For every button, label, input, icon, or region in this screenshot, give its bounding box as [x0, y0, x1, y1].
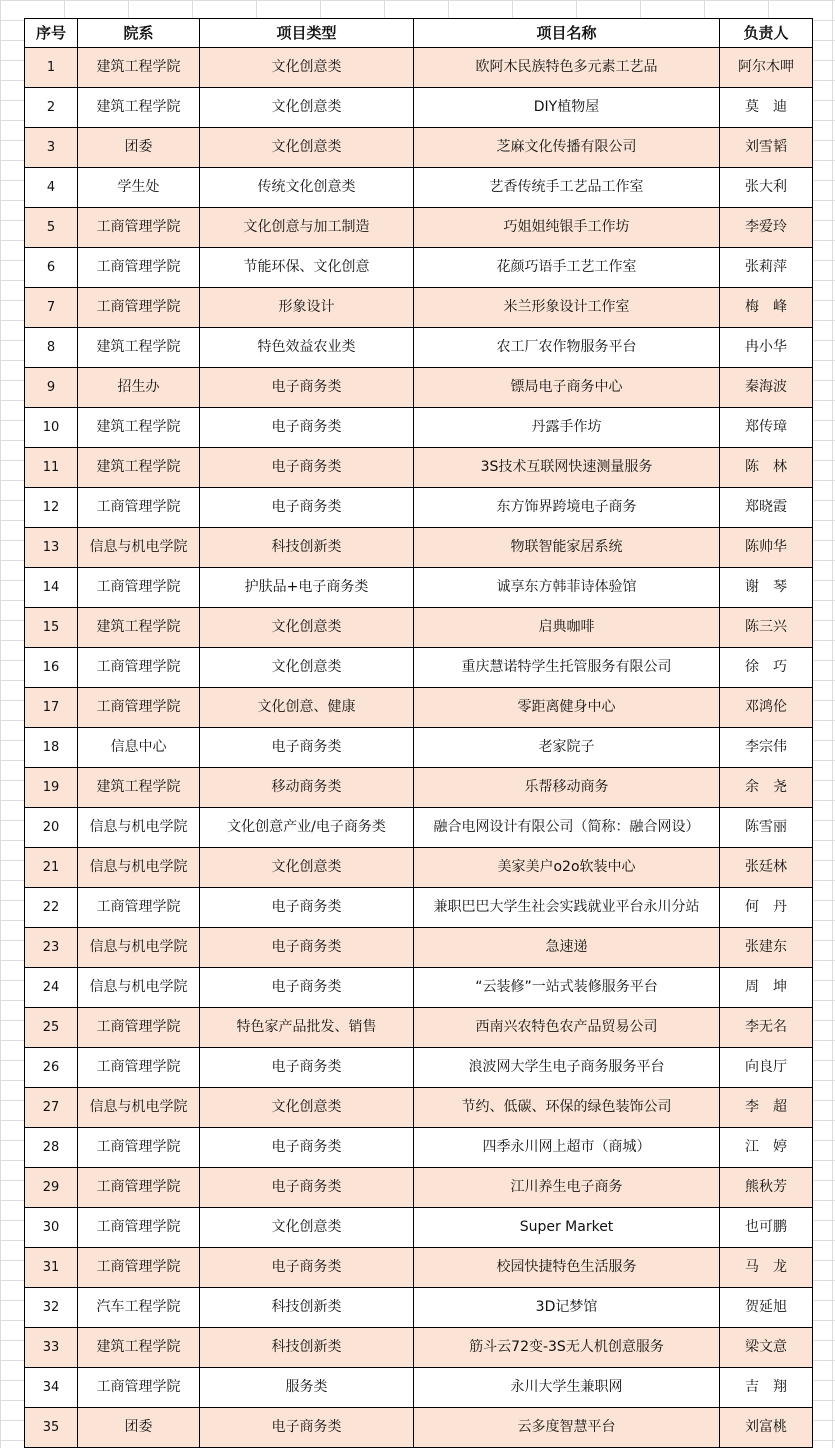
cell-owner[interactable]: 秦海波: [720, 368, 813, 408]
cell-project-type[interactable]: 特色家产品批发、销售: [200, 1008, 414, 1048]
cell-department[interactable]: 学生处: [78, 168, 200, 208]
cell-serial[interactable]: 1: [25, 48, 78, 88]
table-row: [25, 288, 813, 328]
cell-project-name[interactable]: 花颜巧语手工艺工作室: [414, 248, 720, 288]
cell-project-type[interactable]: 科技创新类: [200, 1328, 414, 1368]
cell-project-name[interactable]: 永川大学生兼职网: [414, 1368, 720, 1408]
cell-serial[interactable]: 17: [25, 688, 78, 728]
cell-department[interactable]: 工商管理学院: [78, 1128, 200, 1168]
cell-department[interactable]: 信息与机电学院: [78, 808, 200, 848]
cell-owner[interactable]: 李无名: [720, 1008, 813, 1048]
cell-department[interactable]: 建筑工程学院: [78, 408, 200, 448]
table-row: [25, 168, 813, 208]
cell-project-type[interactable]: 电子商务类: [200, 728, 414, 768]
table-row: [25, 1008, 813, 1048]
cell-owner[interactable]: 梁文意: [720, 1328, 813, 1368]
cell-serial[interactable]: 12: [25, 488, 78, 528]
cell-department[interactable]: 工商管理学院: [78, 1368, 200, 1408]
cell-department[interactable]: 信息与机电学院: [78, 528, 200, 568]
cell-department[interactable]: 工商管理学院: [78, 488, 200, 528]
cell-department[interactable]: 工商管理学院: [78, 248, 200, 288]
cell-department[interactable]: 工商管理学院: [78, 688, 200, 728]
cell-department[interactable]: 信息中心: [78, 728, 200, 768]
cell-serial[interactable]: 4: [25, 168, 78, 208]
cell-project-type[interactable]: 文化创意、健康: [200, 688, 414, 728]
cell-project-type[interactable]: 文化创意类: [200, 128, 414, 168]
cell-project-name[interactable]: 米兰形象设计工作室: [414, 288, 720, 328]
cell-department[interactable]: 建筑工程学院: [78, 48, 200, 88]
cell-project-type[interactable]: 电子商务类: [200, 1048, 414, 1088]
cell-department[interactable]: 工商管理学院: [78, 1248, 200, 1288]
table-row: [25, 88, 813, 128]
cell-project-type[interactable]: 文化创意产业/电子商务类: [200, 808, 414, 848]
cell-serial[interactable]: 11: [25, 448, 78, 488]
cell-serial[interactable]: 26: [25, 1048, 78, 1088]
cell-project-name[interactable]: 东方饰界跨境电子商务: [414, 488, 720, 528]
cell-owner[interactable]: 郑传璋: [720, 408, 813, 448]
cell-project-name[interactable]: 启典咖啡: [414, 608, 720, 648]
cell-serial[interactable]: 32: [25, 1288, 78, 1328]
header-department[interactable]: 院系: [78, 19, 200, 48]
cell-project-type[interactable]: 文化创意类: [200, 1088, 414, 1128]
table-row: [25, 208, 813, 248]
cell-project-type[interactable]: 传统文化创意类: [200, 168, 414, 208]
cell-department[interactable]: 工商管理学院: [78, 1048, 200, 1088]
cell-owner[interactable]: 马 龙: [720, 1248, 813, 1288]
table-body: [25, 48, 813, 1448]
cell-project-type[interactable]: 电子商务类: [200, 888, 414, 928]
table-row: [25, 1368, 813, 1408]
cell-project-type[interactable]: 电子商务类: [200, 1168, 414, 1208]
cell-serial[interactable]: 24: [25, 968, 78, 1008]
cell-project-name[interactable]: 3D记梦馆: [414, 1288, 720, 1328]
cell-owner[interactable]: 陈雪丽: [720, 808, 813, 848]
cell-owner[interactable]: 李宗伟: [720, 728, 813, 768]
cell-department[interactable]: 建筑工程学院: [78, 448, 200, 488]
cell-department[interactable]: 团委: [78, 1408, 200, 1448]
cell-project-name[interactable]: 浪波网大学生电子商务服务平台: [414, 1048, 720, 1088]
cell-project-name[interactable]: 艺香传统手工艺品工作室: [414, 168, 720, 208]
cell-project-name[interactable]: 欧阿木民族特色多元素工艺品: [414, 48, 720, 88]
cell-project-type[interactable]: 科技创新类: [200, 528, 414, 568]
cell-project-name[interactable]: 美家美户o2o软装中心: [414, 848, 720, 888]
cell-owner[interactable]: 张廷林: [720, 848, 813, 888]
cell-project-name[interactable]: 兼职巴巴大学生社会实践就业平台永川分站: [414, 888, 720, 928]
table-row: [25, 1328, 813, 1368]
cell-department[interactable]: 工商管理学院: [78, 888, 200, 928]
cell-serial[interactable]: 8: [25, 328, 78, 368]
cell-owner[interactable]: 莫 迪: [720, 88, 813, 128]
cell-project-type[interactable]: 文化创意类: [200, 48, 414, 88]
cell-department[interactable]: 招生办: [78, 368, 200, 408]
table-row: [25, 728, 813, 768]
cell-serial[interactable]: 5: [25, 208, 78, 248]
cell-owner[interactable]: 张莉萍: [720, 248, 813, 288]
cell-project-name[interactable]: 筋斗云72变-3S无人机创意服务: [414, 1328, 720, 1368]
table-row: [25, 408, 813, 448]
cell-project-name[interactable]: 校园快捷特色生活服务: [414, 1248, 720, 1288]
cell-project-name[interactable]: Super Market: [414, 1208, 720, 1248]
cell-project-name[interactable]: 农工厂农作物服务平台: [414, 328, 720, 368]
cell-project-type[interactable]: 节能环保、文化创意: [200, 248, 414, 288]
cell-department[interactable]: 信息与机电学院: [78, 1088, 200, 1128]
cell-owner[interactable]: 谢 琴: [720, 568, 813, 608]
cell-project-type[interactable]: 电子商务类: [200, 448, 414, 488]
cell-owner[interactable]: 冉小华: [720, 328, 813, 368]
cell-department[interactable]: 信息与机电学院: [78, 848, 200, 888]
cell-owner[interactable]: 阿尔木呷: [720, 48, 813, 88]
cell-serial[interactable]: 30: [25, 1208, 78, 1248]
cell-owner[interactable]: 余 尧: [720, 768, 813, 808]
cell-department[interactable]: 工商管理学院: [78, 288, 200, 328]
cell-project-name[interactable]: 江川养生电子商务: [414, 1168, 720, 1208]
table-row: [25, 1088, 813, 1128]
table-row: [25, 888, 813, 928]
cell-project-type[interactable]: 文化创意类: [200, 848, 414, 888]
cell-project-type[interactable]: 电子商务类: [200, 968, 414, 1008]
header-owner[interactable]: 负责人: [720, 19, 813, 48]
cell-department[interactable]: 建筑工程学院: [78, 768, 200, 808]
cell-serial[interactable]: 35: [25, 1408, 78, 1448]
table-row: [25, 848, 813, 888]
cell-project-name[interactable]: 诚享东方韩菲诗体验馆: [414, 568, 720, 608]
cell-owner[interactable]: 陈帅华: [720, 528, 813, 568]
table-row: [25, 448, 813, 488]
cell-project-name[interactable]: 物联智能家居系统: [414, 528, 720, 568]
cell-serial[interactable]: 7: [25, 288, 78, 328]
cell-project-type[interactable]: 移动商务类: [200, 768, 414, 808]
cell-project-type[interactable]: 特色效益农业类: [200, 328, 414, 368]
cell-department[interactable]: 工商管理学院: [78, 1168, 200, 1208]
cell-owner[interactable]: 何 丹: [720, 888, 813, 928]
cell-serial[interactable]: 14: [25, 568, 78, 608]
table-row: [25, 488, 813, 528]
cell-owner[interactable]: 徐 巧: [720, 648, 813, 688]
cell-serial[interactable]: 29: [25, 1168, 78, 1208]
table-row: [25, 608, 813, 648]
cell-serial[interactable]: 6: [25, 248, 78, 288]
cell-project-name[interactable]: DIY植物屋: [414, 88, 720, 128]
table-row: [25, 368, 813, 408]
cell-project-type[interactable]: 护肤品+电子商务类: [200, 568, 414, 608]
cell-serial[interactable]: 18: [25, 728, 78, 768]
cell-project-type[interactable]: 电子商务类: [200, 1128, 414, 1168]
cell-project-name[interactable]: 节约、低碳、环保的绿色装饰公司: [414, 1088, 720, 1128]
cell-project-name[interactable]: 乐帮移动商务: [414, 768, 720, 808]
cell-serial[interactable]: 33: [25, 1328, 78, 1368]
table-row: [25, 1048, 813, 1088]
cell-project-type[interactable]: 电子商务类: [200, 368, 414, 408]
table-row: [25, 1248, 813, 1288]
cell-owner[interactable]: 刘富桃: [720, 1408, 813, 1448]
cell-project-type[interactable]: 科技创新类: [200, 1288, 414, 1328]
cell-owner[interactable]: 周 坤: [720, 968, 813, 1008]
table-row: [25, 48, 813, 88]
table-row: [25, 568, 813, 608]
cell-department[interactable]: 信息与机电学院: [78, 968, 200, 1008]
table-row: [25, 1168, 813, 1208]
cell-project-name[interactable]: 3S技术互联网快速测量服务: [414, 448, 720, 488]
cell-project-name[interactable]: 芝麻文化传播有限公司: [414, 128, 720, 168]
cell-project-type[interactable]: 文化创意与加工制造: [200, 208, 414, 248]
header-project-type[interactable]: 项目类型: [200, 19, 414, 48]
cell-project-type[interactable]: 电子商务类: [200, 408, 414, 448]
cell-department[interactable]: 工商管理学院: [78, 1208, 200, 1248]
cell-owner[interactable]: 邓鸿伦: [720, 688, 813, 728]
cell-project-type[interactable]: 文化创意类: [200, 608, 414, 648]
table-row: [25, 928, 813, 968]
cell-department[interactable]: 建筑工程学院: [78, 608, 200, 648]
cell-project-type[interactable]: 电子商务类: [200, 488, 414, 528]
table-row: [25, 248, 813, 288]
table-row: [25, 128, 813, 168]
cell-owner[interactable]: 郑晓霞: [720, 488, 813, 528]
cell-project-type[interactable]: 文化创意类: [200, 648, 414, 688]
table-row: [25, 1288, 813, 1328]
cell-owner[interactable]: 张建东: [720, 928, 813, 968]
cell-owner[interactable]: 李 超: [720, 1088, 813, 1128]
cell-project-type[interactable]: 文化创意类: [200, 1208, 414, 1248]
cell-serial[interactable]: 27: [25, 1088, 78, 1128]
table-row: [25, 968, 813, 1008]
cell-owner[interactable]: 向良厅: [720, 1048, 813, 1088]
table-row: [25, 688, 813, 728]
cell-project-name[interactable]: 丹露手作坊: [414, 408, 720, 448]
cell-serial[interactable]: 31: [25, 1248, 78, 1288]
header-project-name[interactable]: 项目名称: [414, 19, 720, 48]
cell-project-name[interactable]: 融合电网设计有限公司（简称：融合网设）: [414, 808, 720, 848]
cell-project-name[interactable]: 老家院子: [414, 728, 720, 768]
cell-serial[interactable]: 34: [25, 1368, 78, 1408]
cell-owner[interactable]: 刘雪韬: [720, 128, 813, 168]
cell-owner[interactable]: 李爱玲: [720, 208, 813, 248]
cell-department[interactable]: 工商管理学院: [78, 208, 200, 248]
cell-project-name[interactable]: 云多度智慧平台: [414, 1408, 720, 1448]
table-row: [25, 328, 813, 368]
cell-owner[interactable]: 梅 峰: [720, 288, 813, 328]
cell-project-name[interactable]: 四季永川网上超市（商城）: [414, 1128, 720, 1168]
cell-department[interactable]: 建筑工程学院: [78, 1328, 200, 1368]
cell-serial[interactable]: 25: [25, 1008, 78, 1048]
cell-serial[interactable]: 2: [25, 88, 78, 128]
cell-department[interactable]: 建筑工程学院: [78, 88, 200, 128]
cell-department[interactable]: 信息与机电学院: [78, 928, 200, 968]
cell-department[interactable]: 工商管理学院: [78, 648, 200, 688]
cell-department[interactable]: 建筑工程学院: [78, 328, 200, 368]
header-row: [25, 19, 813, 48]
cell-owner[interactable]: 熊秋芳: [720, 1168, 813, 1208]
cell-serial[interactable]: 15: [25, 608, 78, 648]
cell-serial[interactable]: 16: [25, 648, 78, 688]
cell-project-name[interactable]: 西南兴农特色农产品贸易公司: [414, 1008, 720, 1048]
cell-project-name[interactable]: 巧姐姐纯银手工作坊: [414, 208, 720, 248]
table-row: [25, 808, 813, 848]
cell-project-name[interactable]: 重庆慧诺特学生托管服务有限公司: [414, 648, 720, 688]
cell-serial[interactable]: 22: [25, 888, 78, 928]
cell-serial[interactable]: 19: [25, 768, 78, 808]
cell-serial[interactable]: 10: [25, 408, 78, 448]
cell-owner[interactable]: 张大利: [720, 168, 813, 208]
cell-project-name[interactable]: 急速递: [414, 928, 720, 968]
cell-serial[interactable]: 21: [25, 848, 78, 888]
table-row: [25, 1408, 813, 1448]
cell-serial[interactable]: 28: [25, 1128, 78, 1168]
cell-serial[interactable]: 20: [25, 808, 78, 848]
cell-department[interactable]: 团委: [78, 128, 200, 168]
cell-owner[interactable]: 贺延旭: [720, 1288, 813, 1328]
cell-project-type[interactable]: 电子商务类: [200, 1248, 414, 1288]
cell-serial[interactable]: 9: [25, 368, 78, 408]
table-row: [25, 528, 813, 568]
table-row: [25, 1128, 813, 1168]
table-row: [25, 768, 813, 808]
header-serial[interactable]: 序号: [25, 19, 78, 48]
cell-owner[interactable]: 江 婷: [720, 1128, 813, 1168]
cell-project-type[interactable]: 服务类: [200, 1368, 414, 1408]
cell-serial[interactable]: 23: [25, 928, 78, 968]
cell-serial[interactable]: 3: [25, 128, 78, 168]
cell-owner[interactable]: 陈三兴: [720, 608, 813, 648]
cell-project-type[interactable]: 文化创意类: [200, 88, 414, 128]
cell-department[interactable]: 汽车工程学院: [78, 1288, 200, 1328]
cell-project-type[interactable]: 电子商务类: [200, 1408, 414, 1448]
cell-project-type[interactable]: 形象设计: [200, 288, 414, 328]
cell-department[interactable]: 工商管理学院: [78, 1008, 200, 1048]
cell-project-name[interactable]: 零距离健身中心: [414, 688, 720, 728]
cell-project-type[interactable]: 电子商务类: [200, 928, 414, 968]
cell-owner[interactable]: 吉 翔: [720, 1368, 813, 1408]
project-table: [24, 18, 813, 1448]
cell-project-name[interactable]: 镖局电子商务中心: [414, 368, 720, 408]
table-row: [25, 1208, 813, 1248]
cell-serial[interactable]: 13: [25, 528, 78, 568]
cell-owner[interactable]: 陈 林: [720, 448, 813, 488]
cell-owner[interactable]: 也可鹏: [720, 1208, 813, 1248]
cell-project-name[interactable]: “云装修”一站式装修服务平台: [414, 968, 720, 1008]
table-row: [25, 648, 813, 688]
cell-department[interactable]: 工商管理学院: [78, 568, 200, 608]
